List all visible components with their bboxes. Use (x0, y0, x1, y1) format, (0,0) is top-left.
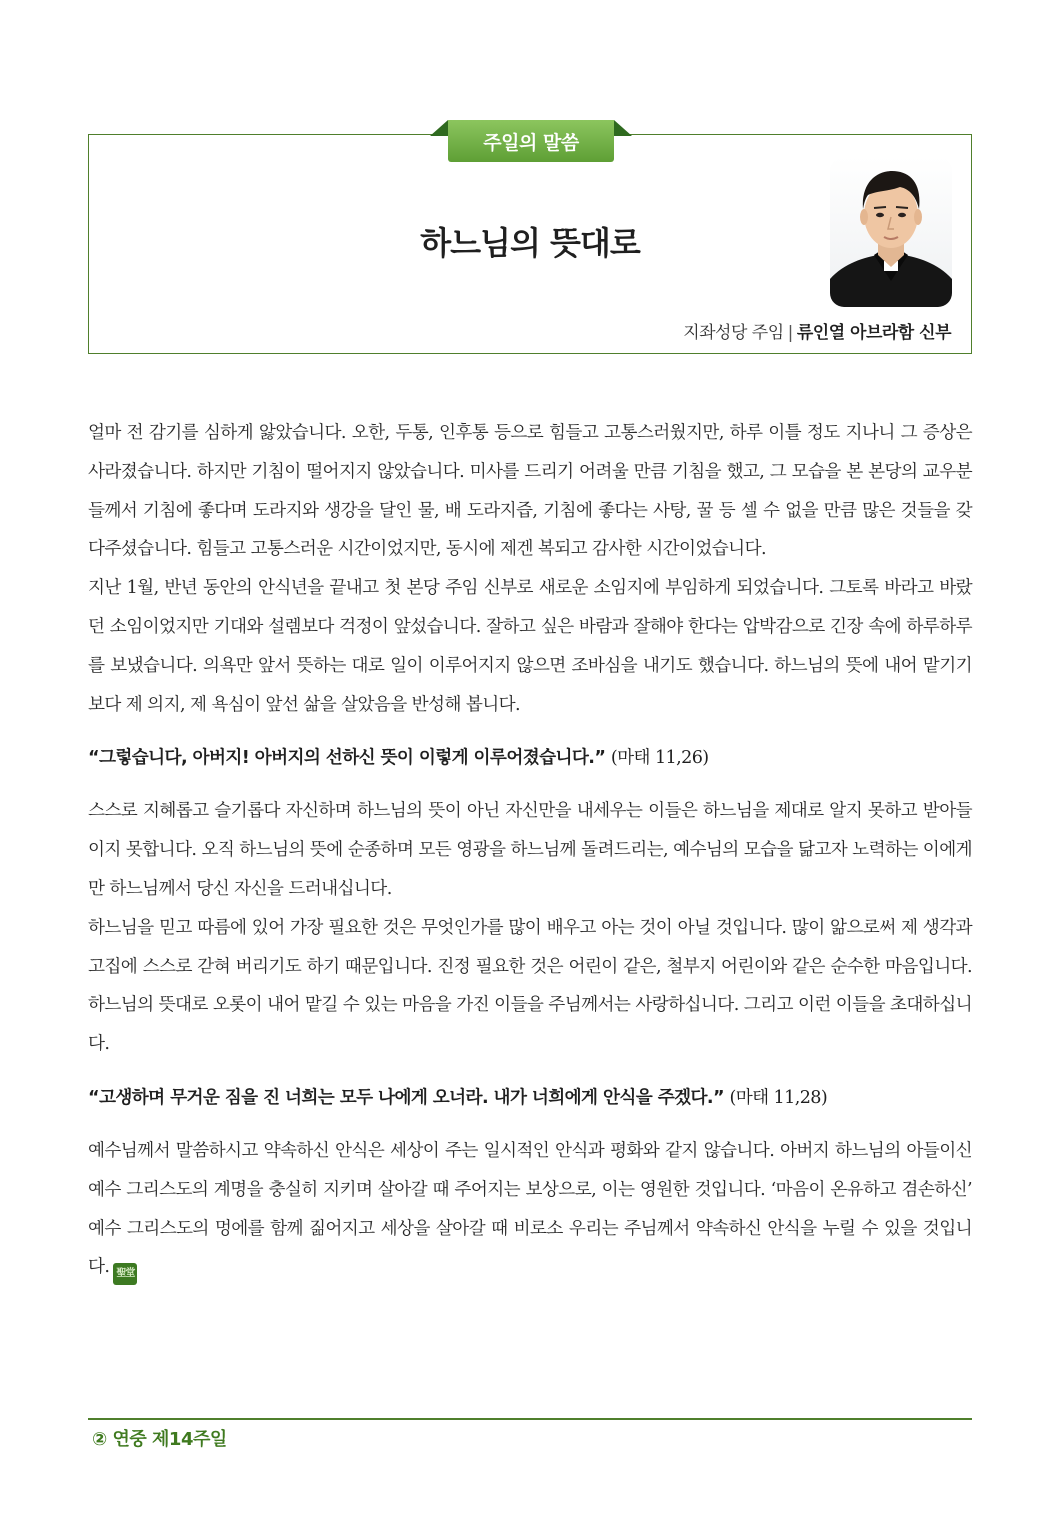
byline (683, 318, 951, 343)
section-tab-label: 주일의 말씀 (448, 120, 614, 162)
page-footer-label: ② 연중 제14주일 (92, 1429, 227, 1450)
paragraph: 얼마 전 감기를 심하게 앓았습니다. 오한, 두통, 인후통 등으로 힘들고 고통스러웠지만, 하루 이틀 정도 지나니 그 증상은 사라졌습니다. 하지만 기침이 떨어지지 않았습니다. 미사를 드리기 어려울 만큼 기침을 했고, 그 모습을 본 본당의 교우분들께서 기침에 좋다며 도라지와 생강을 달인 물, 배 도라지즙, 기침에 좋다는 사탕, 꿀 등 셀 수 없을 만큼 많은 것들을 갖다주셨습니다. 힘들고 고통스러운 시간이었지만, 동시에 제겐 복되고 감사한 시간이었습니다. (88, 423, 972, 560)
paragraph: 하느님을 믿고 따름에 있어 가장 필요한 것은 무엇인가를 많이 배우고 아는 것이 아닐 것입니다. 많이 앎으로써 제 생각과 고집에 스스로 갇혀 버리기도 하기 때문입니다. 진정 필요한 것은 어린이 같은, 철부지 어린이와 같은 순수한 마음입니다. 하느님의 뜻대로 오롯이 내어 맡길 수 있는 마음을 가진 이들을 주님께서는 사랑하십니다. 그리고 이런 이들을 초대하십니다. (88, 917, 972, 1055)
paragraph: 스스로 지혜롭고 슬기롭다 자신하며 하느님의 뜻이 아닌 자신만을 내세우는 이들은 하느님을 제대로 알지 못하고 받아들이지 못합니다. 오직 하느님의 뜻에 순종하며 모든 영광을 하느님께 돌려드리는, 예수님의 모습을 닮고자 노력하는 이에게만 하느님께서 당신 자신을 드러내십니다. (88, 801, 972, 899)
paragraph-text: 예수님께서 말씀하시고 약속하신 안식은 세상이 주는 일시적인 안식과 평화와 같지 않습니다. 아버지 하느님의 아들이신 예수 그리스도의 계명을 충실히 지키며 살아갈 때 주어지는 보상으로, 이는 영원한 것입니다. ‘마음이 온유하고 겸손하신’ 예수 그리스도의 멍에를 함께 짊어지고 세상을 살아갈 때 비로소 우리는 주님께서 약속하신 안식을 누릴 수 있을 것입니다. (88, 1140, 972, 1278)
footer-divider (88, 1418, 972, 1420)
quote-reference: (마태 11,26) (610, 748, 709, 769)
page-title: 하느님의 뜻대로 (420, 224, 640, 262)
quote-reference: (마태 11,28) (729, 1087, 828, 1108)
byline-separator: | (787, 323, 793, 343)
section-tab (430, 118, 632, 164)
byline-role: 지좌성당 주임 (683, 323, 784, 343)
article-body (88, 414, 972, 1287)
paragraph (88, 1132, 972, 1287)
quote-text: “그렇습니다, 아버지! 아버지의 선하신 뜻이 이렇게 이루어졌습니다.” (88, 748, 606, 769)
end-mark-icon: 聖堂 (113, 1263, 137, 1285)
scripture-quote (88, 738, 972, 778)
author-portrait (830, 157, 952, 307)
paragraph: 지난 1월, 반년 동안의 안식년을 끝내고 첫 본당 주임 신부로 새로운 소임지에 부임하게 되었습니다. 그토록 바라고 바랐던 소임이었지만 기대와 설렘보다 걱정이 앞섰습니다. 잘하고 싶은 바람과 잘해야 한다는 압박감으로 긴장 속에 하루하루를 보냈습니다. 의욕만 앞서 뜻하는 대로 일이 이루어지지 않으면 조바심을 내기도 했습니다. 하느님의 뜻에 내어 맡기기보다 제 의지, 제 욕심이 앞선 삶을 살았음을 반성해 봅니다. (88, 578, 972, 715)
quote-text: “고생하며 무거운 짐을 진 너희는 모두 나에게 오너라. 내가 너희에게 안식을 주겠다.” (88, 1087, 724, 1108)
byline-author: 류인열 아브라함 신부 (796, 323, 951, 343)
tab-right-fold (614, 120, 632, 136)
scripture-quote (88, 1078, 972, 1118)
portrait-image (830, 157, 952, 307)
tab-left-fold (430, 120, 448, 136)
